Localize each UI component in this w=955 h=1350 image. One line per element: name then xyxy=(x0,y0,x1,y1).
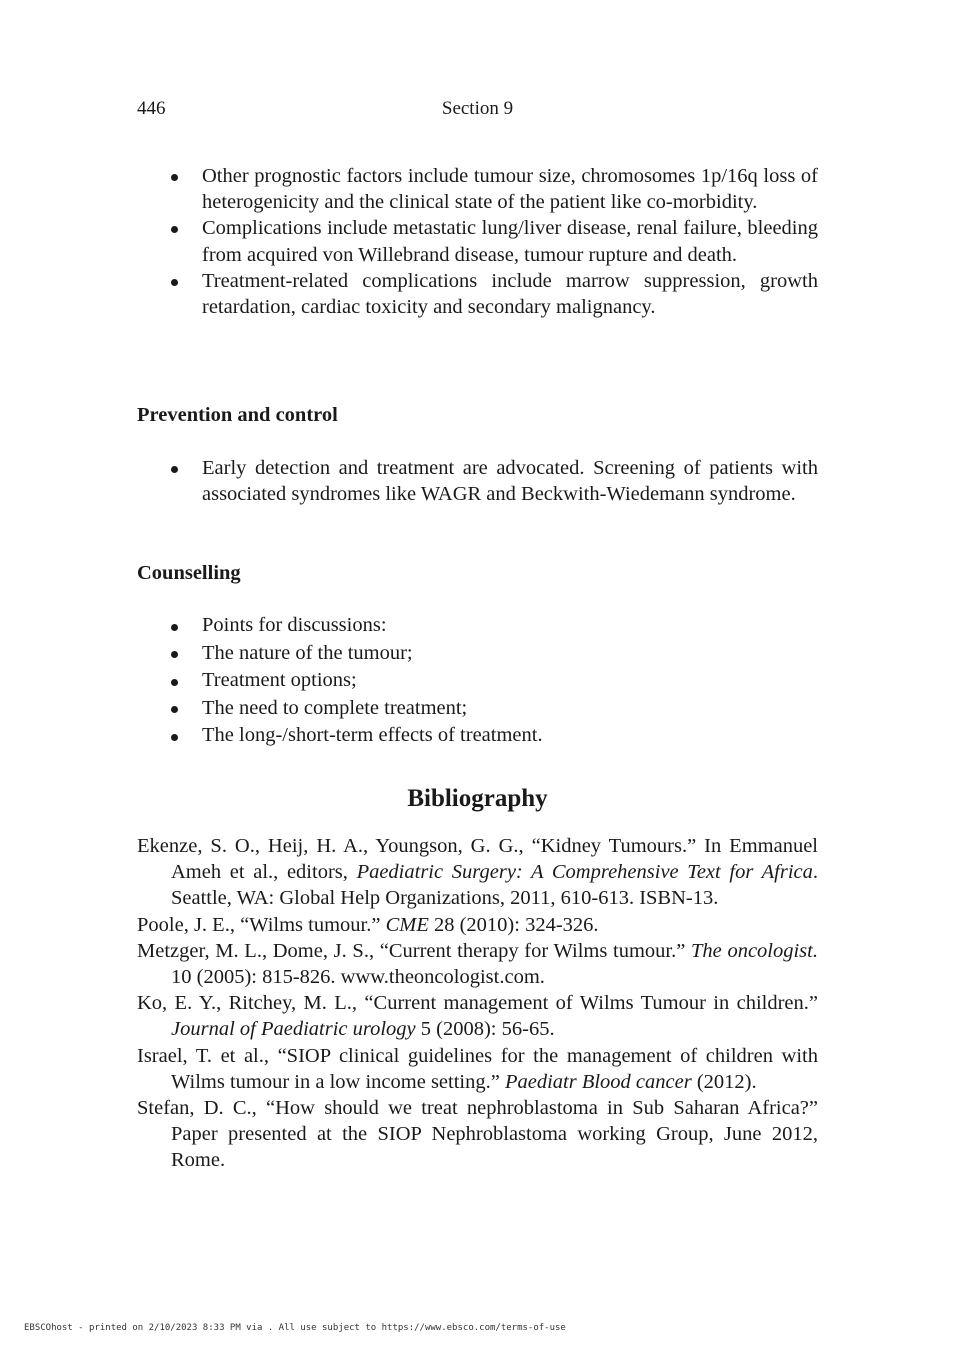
reference-entry xyxy=(137,833,818,912)
list-item-text: Treatment-related complications include marrow suppression, growth retardation, cardiac toxicity and secondary malignancy. xyxy=(202,269,818,319)
list-item-text: Early detection and treatment are advocated. Screening of patients with associated syndromes like WAGR and Beckwith-Wiedemann syndrome. xyxy=(202,457,818,506)
reference-source-title: CME xyxy=(385,913,429,936)
bullet-icon xyxy=(171,174,178,181)
reference-source-title: Paediatric Surgery: A Comprehensive Text for Africa xyxy=(356,861,813,884)
list-item xyxy=(137,215,818,267)
reference-text-end: 5 (2008): 56-65. xyxy=(415,1018,555,1041)
bullet-icon xyxy=(171,279,178,286)
reference-entry xyxy=(137,938,818,990)
footer-print-notice: EBSCOhost - printed on 2/10/2023 8:33 PM via . All use subject to https://www.ebsco.com/terms-of-use xyxy=(24,1323,566,1333)
list-item xyxy=(137,640,818,668)
prevention-list-block xyxy=(137,455,818,507)
reference-source-title: Journal of Paediatric urology xyxy=(171,1018,416,1041)
list-item xyxy=(137,612,818,640)
bullet-icon xyxy=(171,734,178,741)
reference-text: Israel, T. et al., “SIOP clinical guidelines for the management of children with Wilms tumour in a low income setting.” xyxy=(137,1044,818,1093)
list-item-text: Treatment options; xyxy=(202,669,357,692)
reference-text-end: 28 (2010): 324-326. xyxy=(428,913,599,936)
list-item xyxy=(137,722,818,750)
reference-source-title: The oncologist. xyxy=(691,939,818,962)
bibliography-list xyxy=(137,833,818,1174)
list-item xyxy=(137,695,818,723)
prevention-list xyxy=(137,455,818,507)
reference-entry xyxy=(137,1043,818,1095)
prognosis-list xyxy=(137,163,818,320)
section-heading-counselling: Counselling xyxy=(137,562,241,584)
list-item xyxy=(137,667,818,695)
reference-text: Ko, E. Y., Ritchey, M. L., “Current management of Wilms Tumour in children.” xyxy=(137,992,818,1015)
list-item xyxy=(137,268,818,320)
running-head: Section 9 xyxy=(441,98,514,119)
bullet-icon xyxy=(171,706,178,713)
bullet-icon xyxy=(171,466,178,473)
reference-text: Poole, J. E., “Wilms tumour.” xyxy=(137,913,386,936)
counselling-list-block xyxy=(137,612,818,750)
page-number: 446 xyxy=(137,98,166,119)
reference-text-end: 10 (2005): 815-826. www.theoncologist.com. xyxy=(171,966,545,989)
bibliography-title: Bibliography xyxy=(407,785,548,812)
list-item xyxy=(137,455,818,507)
reference-text-end: . Seattle, WA: Global Help Organizations, 2011, 610-613. ISBN-13. xyxy=(171,861,818,910)
list-item-text: The need to complete treatment; xyxy=(202,696,468,719)
reference-text: Ekenze, S. O., Heij, H. A., Youngson, G. G., “Kidney Tumours.” In Emmanuel Ameh et al., editors, xyxy=(137,835,818,884)
reference-entry xyxy=(137,990,818,1042)
reference-entry xyxy=(137,912,818,938)
list-item-text: The long-/short-term effects of treatment. xyxy=(202,724,543,747)
reference-entry xyxy=(137,1095,818,1174)
section-heading-prevention: Prevention and control xyxy=(137,404,338,426)
list-item-text: Points for discussions: xyxy=(202,614,387,636)
counselling-list xyxy=(137,612,818,750)
bullet-icon xyxy=(171,624,178,631)
bullet-icon xyxy=(171,226,178,233)
reference-text: Stefan, D. C., “How should we treat nephroblastoma in Sub Saharan Africa?” Paper presented at the SIOP Nephroblastoma working Group, June 2012, Rome. xyxy=(137,1097,818,1172)
list-item-text: The nature of the tumour; xyxy=(202,641,413,664)
list-item-text: Complications include metastatic lung/liver disease, renal failure, bleeding from acquired von Willebrand disease, tumour rupture and death. xyxy=(202,217,818,266)
reference-text-end: (2012). xyxy=(691,1070,757,1093)
bullet-icon xyxy=(171,679,178,686)
list-item-text: Other prognostic factors include tumour size, chromosomes 1p/16q loss of heterogenicity and the clinical state of the patient like co-morbidity. xyxy=(202,165,818,214)
reference-text: Metzger, M. L., Dome, J. S., “Current therapy for Wilms tumour.” xyxy=(137,939,692,962)
bullet-icon xyxy=(171,651,178,658)
list-item xyxy=(137,163,818,215)
prognosis-list-block xyxy=(137,163,818,320)
reference-source-title: Paediatr Blood cancer xyxy=(504,1070,692,1093)
